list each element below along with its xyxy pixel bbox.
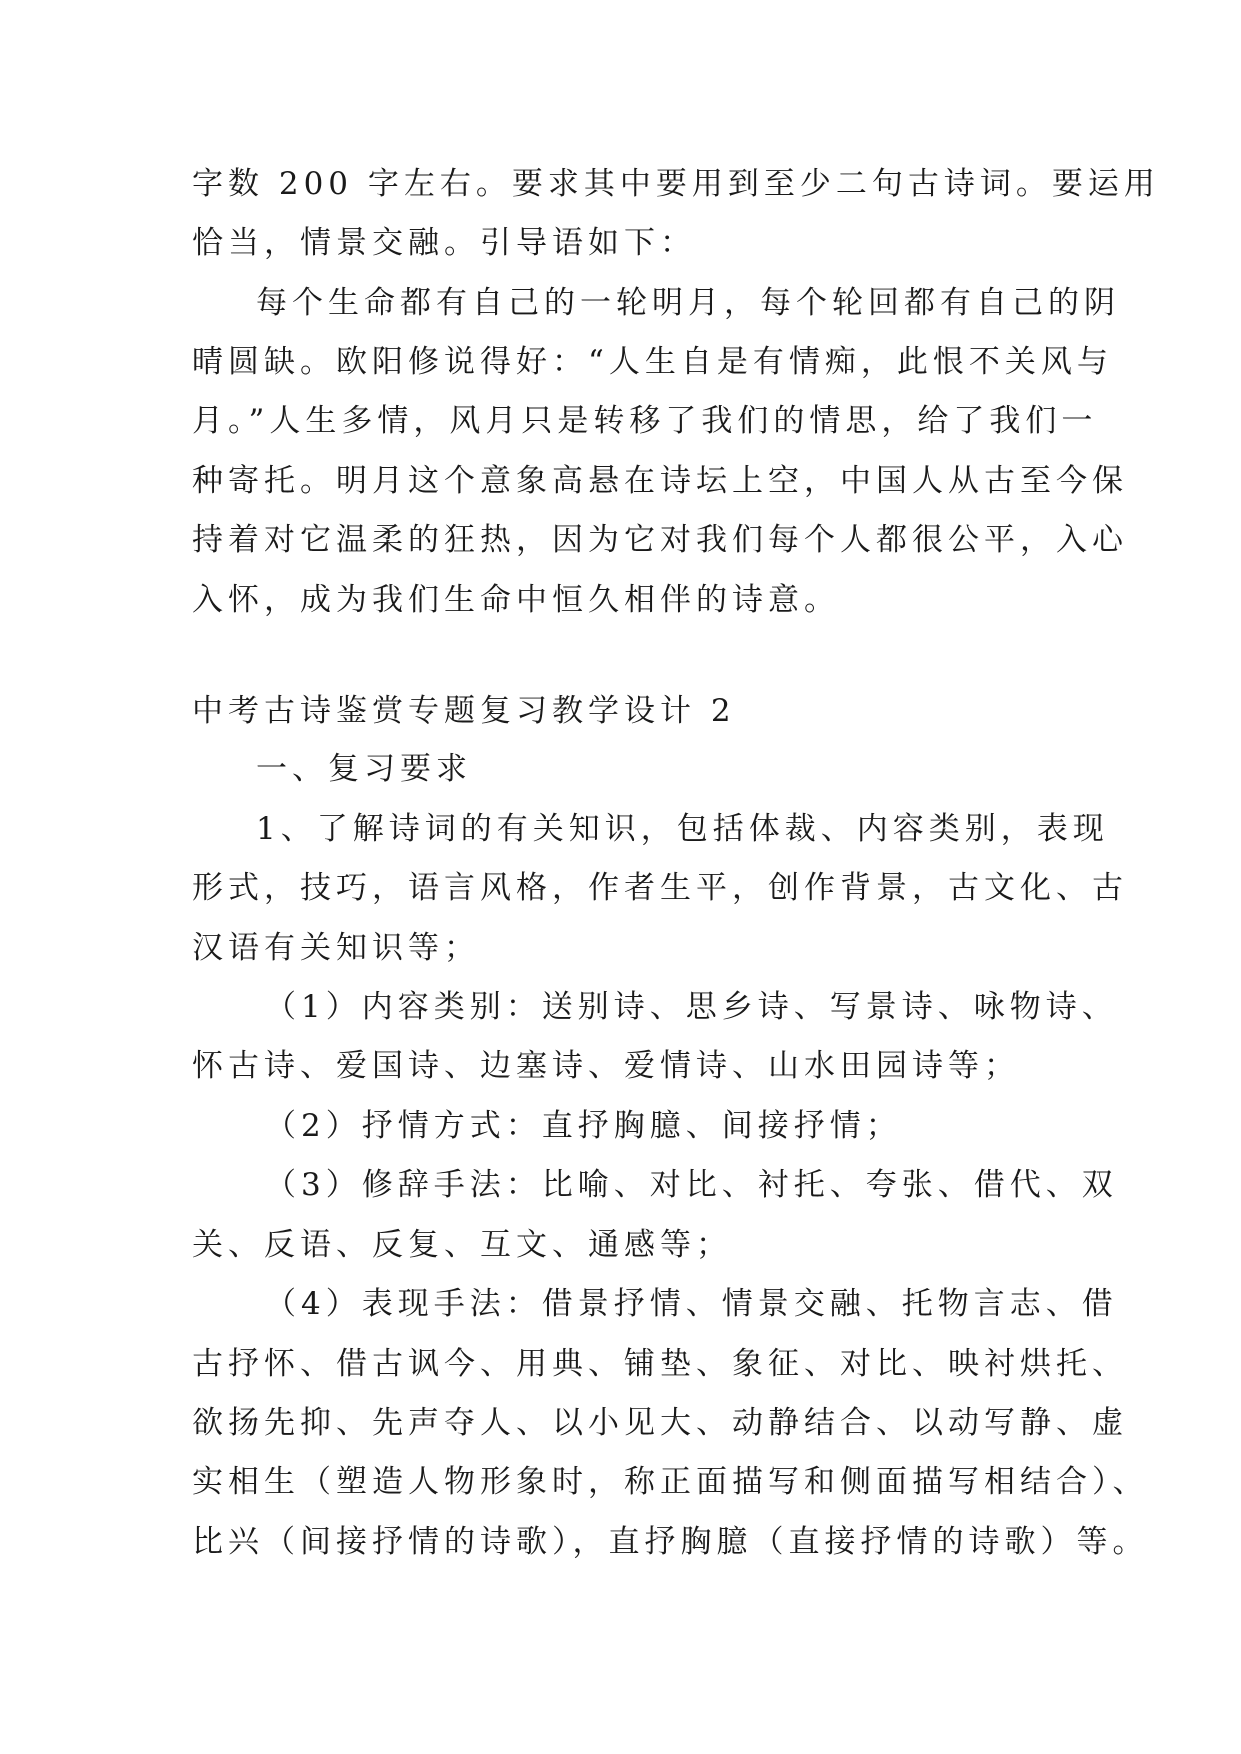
- paragraph-line: 恰当，情景交融。引导语如下：: [192, 225, 696, 261]
- list-item-line: （4）表现手法：借景抒情、情景交融、托物言志、借: [265, 1286, 1118, 1322]
- paragraph-line: 月。”人生多情，风月只是转移了我们的情思，给了我们一: [192, 403, 1098, 439]
- paragraph-line: 1、了解诗词的有关知识，包括体裁、内容类别，表现: [256, 811, 1109, 847]
- paragraph-line: 古抒怀、借古讽今、用典、铺垫、象征、对比、映衬烘托、: [192, 1346, 1128, 1382]
- section-title: 中考古诗鉴赏专题复习教学设计 2: [192, 693, 736, 729]
- paragraph-line: 关、反语、反复、互文、通感等；: [192, 1227, 732, 1263]
- paragraph-line: 持着对它温柔的狂热，因为它对我们每个人都很公平，入心: [192, 522, 1128, 558]
- paragraph-line: 欲扬先抑、先声夺人、以小见大、动静结合、以动写静、虚: [192, 1405, 1128, 1441]
- list-item-line: （2）抒情方式：直抒胸臆、间接抒情；: [265, 1108, 902, 1144]
- paragraph-line: 入怀，成为我们生命中恒久相伴的诗意。: [192, 582, 840, 618]
- paragraph-line: 晴圆缺。欧阳修说得好：“人生自是有情痴，此恨不关风与: [192, 344, 1113, 380]
- paragraph-line: 字数 200 字左右。要求其中要用到至少二句古诗词。要运用: [192, 166, 1160, 202]
- list-item-line: （1）内容类别：送别诗、思乡诗、写景诗、咏物诗、: [265, 989, 1118, 1025]
- paragraph-line: 实相生（塑造人物形象时，称正面描写和侧面描写相结合）、: [192, 1464, 1149, 1500]
- paragraph-line: 怀古诗、爱国诗、边塞诗、爱情诗、山水田园诗等；: [192, 1048, 1020, 1084]
- section-heading: 一、复习要求: [256, 751, 472, 787]
- paragraph-line: 形式，技巧，语言风格，作者生平，创作背景，古文化、古: [192, 870, 1128, 906]
- paragraph-line: 汉语有关知识等；: [192, 930, 480, 966]
- paragraph-line: 比兴（间接抒情的诗歌），直抒胸臆（直接抒情的诗歌）等。: [192, 1524, 1149, 1560]
- paragraph-line: 每个生命都有自己的一轮明月，每个轮回都有自己的阴: [256, 285, 1120, 321]
- paragraph-line: 种寄托。明月这个意象高悬在诗坛上空，中国人从古至今保: [192, 463, 1128, 499]
- list-item-line: （3）修辞手法：比喻、对比、衬托、夸张、借代、双: [265, 1167, 1118, 1203]
